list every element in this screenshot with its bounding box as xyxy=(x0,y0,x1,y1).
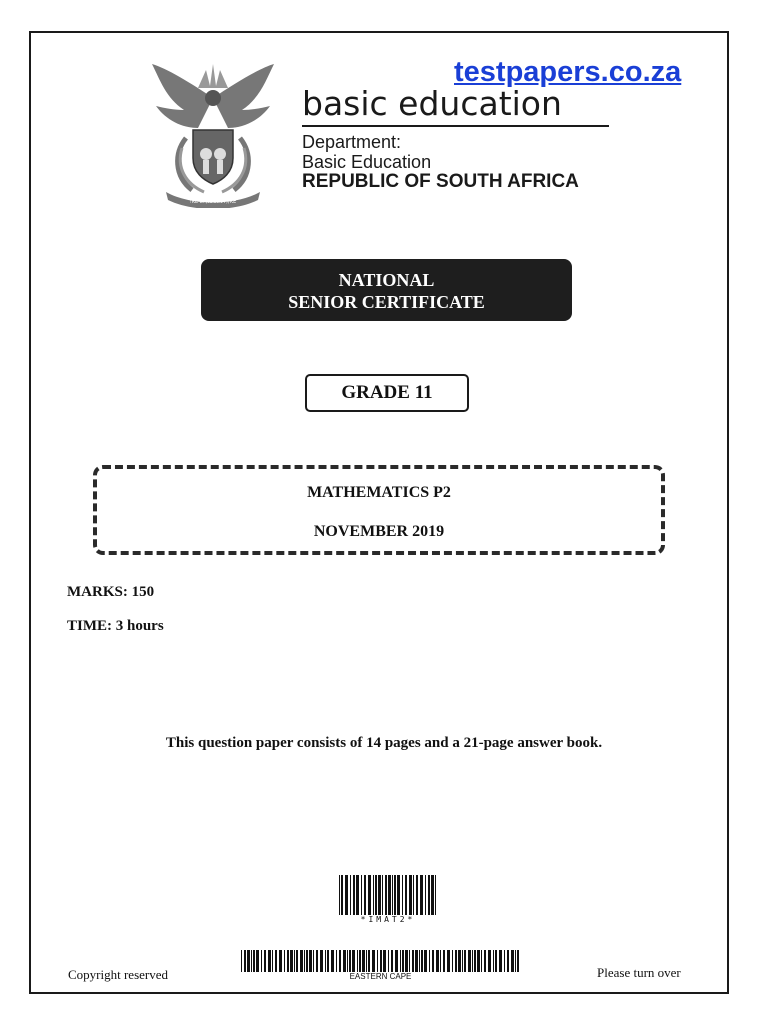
barcode-bar xyxy=(244,950,246,972)
barcode-bar xyxy=(474,950,476,972)
certificate-line-2: SENIOR CERTIFICATE xyxy=(288,292,485,312)
barcode-small xyxy=(339,875,437,915)
marks-info: MARKS: 150 xyxy=(67,584,155,600)
barcode-bar xyxy=(415,950,418,972)
brand-divider xyxy=(302,125,609,127)
barcode-bar xyxy=(416,875,418,915)
barcode-bar xyxy=(412,950,414,972)
barcode-bar xyxy=(382,875,383,915)
time-info: TIME: 3 hours xyxy=(67,618,164,634)
barcode-bar xyxy=(241,950,242,972)
department-label: Department: xyxy=(302,132,402,152)
barcode-bar xyxy=(247,950,250,972)
barcode-bar xyxy=(420,875,423,915)
barcode-bar xyxy=(275,950,277,972)
barcode-bar xyxy=(327,950,329,972)
barcode-bar xyxy=(368,950,370,972)
barcode-bar xyxy=(462,950,463,972)
barcode-long xyxy=(241,950,520,972)
barcode-bar xyxy=(339,950,341,972)
barcode-bar xyxy=(395,950,398,972)
barcode-bar xyxy=(429,950,430,972)
paper-consists-note: This question paper consists of 14 pages and a 21-page answer book. xyxy=(165,735,603,751)
barcode-bar xyxy=(428,875,430,915)
barcode-bar xyxy=(421,950,423,972)
barcode-bar xyxy=(517,950,519,972)
exam-date: NOVEMBER 2019 xyxy=(313,523,445,540)
barcode-bar xyxy=(309,950,312,972)
barcode-bar xyxy=(464,950,466,972)
barcode-bar xyxy=(336,950,337,972)
barcode-bar xyxy=(343,950,346,972)
barcode-bar xyxy=(316,950,318,972)
barcode-bar xyxy=(481,950,482,972)
barcode-bar xyxy=(279,950,282,972)
barcode-bar xyxy=(385,875,387,915)
barcode-bar xyxy=(353,875,355,915)
barcode-bar xyxy=(341,875,343,915)
barcode-bar xyxy=(515,950,516,972)
barcode-bar xyxy=(425,875,426,915)
barcode-bar xyxy=(272,950,273,972)
barcode-bar xyxy=(409,950,410,972)
barcode-bar xyxy=(304,950,305,972)
barcode-bar xyxy=(432,950,434,972)
barcode-bar xyxy=(313,950,314,972)
barcode-bar xyxy=(264,950,266,972)
barcode-bar xyxy=(511,950,514,972)
barcode-bar xyxy=(339,875,340,915)
barcode-bar xyxy=(413,875,414,915)
barcode-bar xyxy=(443,950,445,972)
barcode-bar xyxy=(364,875,366,915)
certificate-banner xyxy=(201,259,572,321)
barcode-bar xyxy=(294,950,295,972)
barcode-bar xyxy=(306,950,308,972)
barcode-bar xyxy=(458,950,461,972)
barcode-bar xyxy=(436,950,439,972)
barcode-bar xyxy=(378,875,381,915)
barcode-bar xyxy=(375,875,377,915)
barcode-bar xyxy=(359,950,361,972)
barcode-bar xyxy=(431,875,434,915)
barcode-bar xyxy=(504,950,505,972)
barcode-bar xyxy=(368,875,371,915)
barcode-bar xyxy=(402,950,404,972)
barcode-bar xyxy=(373,875,374,915)
barcode-bar xyxy=(349,950,351,972)
barcode-bar xyxy=(350,875,351,915)
barcode-bar xyxy=(409,875,412,915)
country-name: REPUBLIC OF SOUTH AFRICA xyxy=(302,171,579,192)
barcode-bar xyxy=(440,950,441,972)
barcode-bar xyxy=(488,950,491,972)
barcode-bar xyxy=(320,950,323,972)
barcode-bar xyxy=(391,950,393,972)
barcode-bar xyxy=(477,950,480,972)
barcode-bar xyxy=(377,950,378,972)
barcode-bar xyxy=(402,875,403,915)
barcode-bar xyxy=(296,950,298,972)
barcode-bar xyxy=(484,950,486,972)
coat-of-arms-logo xyxy=(146,58,280,208)
brand-title: basic education xyxy=(302,84,562,123)
barcode-bar xyxy=(261,950,262,972)
copyright-note: Copyright reserved xyxy=(68,967,169,982)
barcode-bar xyxy=(405,875,407,915)
motto-text: !KE E: /XARRA //KE xyxy=(189,199,237,205)
barcode-bar xyxy=(394,875,396,915)
barcode-bar xyxy=(380,950,382,972)
barcode-bar xyxy=(356,875,359,915)
barcode-bar xyxy=(455,950,457,972)
barcode-long-caption: EASTERN CAPE xyxy=(349,972,412,981)
barcode-bar xyxy=(452,950,453,972)
barcode-bar xyxy=(366,950,367,972)
barcode-bar xyxy=(507,950,509,972)
barcode-bar xyxy=(325,950,326,972)
barcode-bar xyxy=(447,950,450,972)
barcode-bar xyxy=(499,950,502,972)
barcode-bar xyxy=(397,875,400,915)
barcode-bar xyxy=(383,950,386,972)
barcode-bar xyxy=(400,950,401,972)
department-name: Basic Education xyxy=(302,152,432,172)
watermark-link[interactable]: testpapers.co.za xyxy=(454,56,682,88)
barcode-bar xyxy=(352,950,355,972)
barcode-bar xyxy=(361,875,362,915)
barcode-bar xyxy=(493,950,494,972)
barcode-bar xyxy=(435,875,436,915)
barcode-bar xyxy=(347,950,348,972)
barcode-bar xyxy=(472,950,473,972)
barcode-bar xyxy=(388,950,389,972)
barcode-bar xyxy=(362,950,365,972)
barcode-bar xyxy=(419,950,420,972)
grade-box: GRADE 11 xyxy=(305,374,469,412)
barcode-bar xyxy=(331,950,334,972)
barcode-bar xyxy=(372,950,375,972)
barcode-small-caption: *IMAT2* xyxy=(360,915,416,924)
barcode-bar xyxy=(405,950,408,972)
turn-over-note: Please turn over xyxy=(597,965,681,980)
barcode-bar xyxy=(388,875,391,915)
barcode-bar xyxy=(287,950,289,972)
barcode-bar xyxy=(424,950,427,972)
barcode-bar xyxy=(468,950,471,972)
barcode-bar xyxy=(392,875,393,915)
certificate-line-1: NATIONAL xyxy=(338,270,435,290)
barcode-bar xyxy=(345,875,348,915)
barcode-bar xyxy=(300,950,303,972)
subject-name: MATHEMATICS P2 xyxy=(307,484,451,501)
barcode-bar xyxy=(290,950,293,972)
barcode-bar xyxy=(495,950,497,972)
barcode-bar xyxy=(284,950,285,972)
subject-box xyxy=(93,465,665,555)
barcode-bar xyxy=(253,950,255,972)
barcode-bar xyxy=(251,950,252,972)
barcode-bar xyxy=(268,950,271,972)
barcode-bar xyxy=(256,950,259,972)
barcode-bar xyxy=(357,950,358,972)
